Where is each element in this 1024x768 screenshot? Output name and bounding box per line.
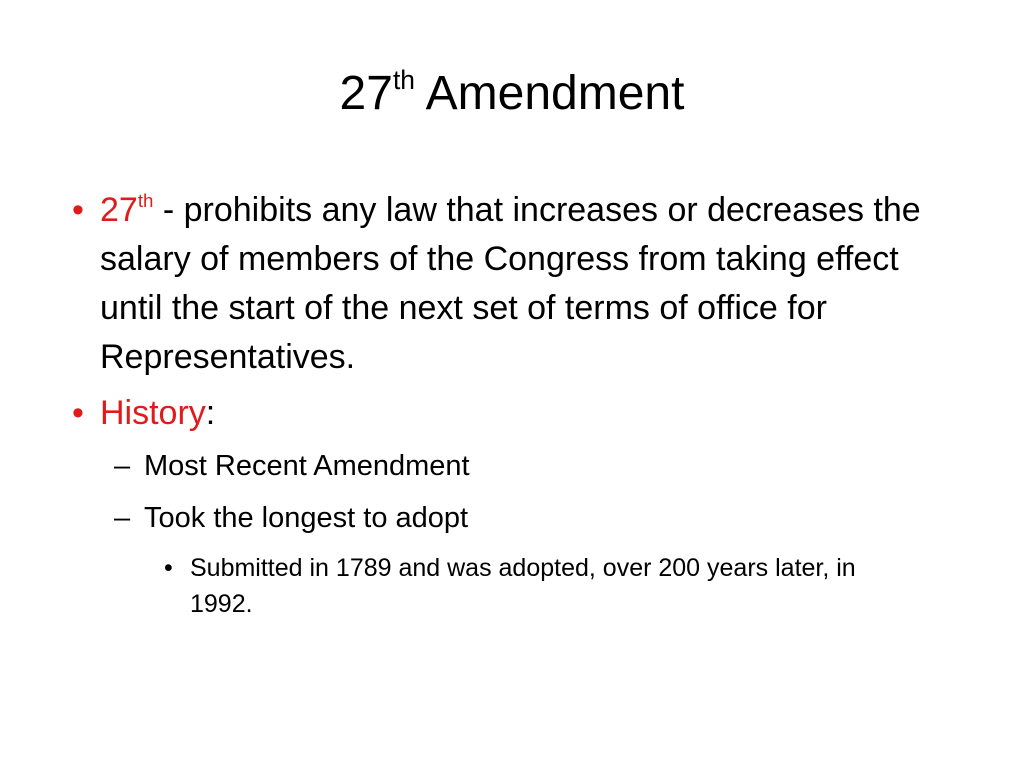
title-text: Amendment [414,67,685,120]
bullet-lead-number: 27 [100,191,138,229]
dash-marker: – [114,450,131,482]
dash-marker: – [114,502,131,534]
slide-title [0,62,1024,126]
bullet-marker: • [164,554,173,582]
sub-bullet-text: Took the longest to adopt [144,502,469,534]
title-suffix: th [392,65,415,96]
bullet-text: : [205,394,216,432]
sub-sub-bullet-text: Submitted in 1789 and was adopted, over 200 years later, in 1992. [190,554,856,618]
bullet-text: - prohibits any law that increases or decreases the salary of members of the Congress from taking effect until the start of the next set of terms of office for Representatives. [100,191,921,376]
bullet-lead-history: History [100,394,206,432]
bullet-lead-suffix: th [137,189,154,211]
sub-bullet-most-recent [72,446,952,486]
slide-body [72,186,952,622]
bullet-marker: • [72,394,84,432]
bullet-marker: • [72,191,84,229]
bullet-history [72,389,952,438]
sub-bullet-text: Most Recent Amendment [144,450,470,482]
title-number: 27 [339,67,393,120]
bullet-27th [72,186,952,382]
sub-sub-bullet-submitted [72,550,910,622]
sub-bullet-longest [72,498,952,538]
